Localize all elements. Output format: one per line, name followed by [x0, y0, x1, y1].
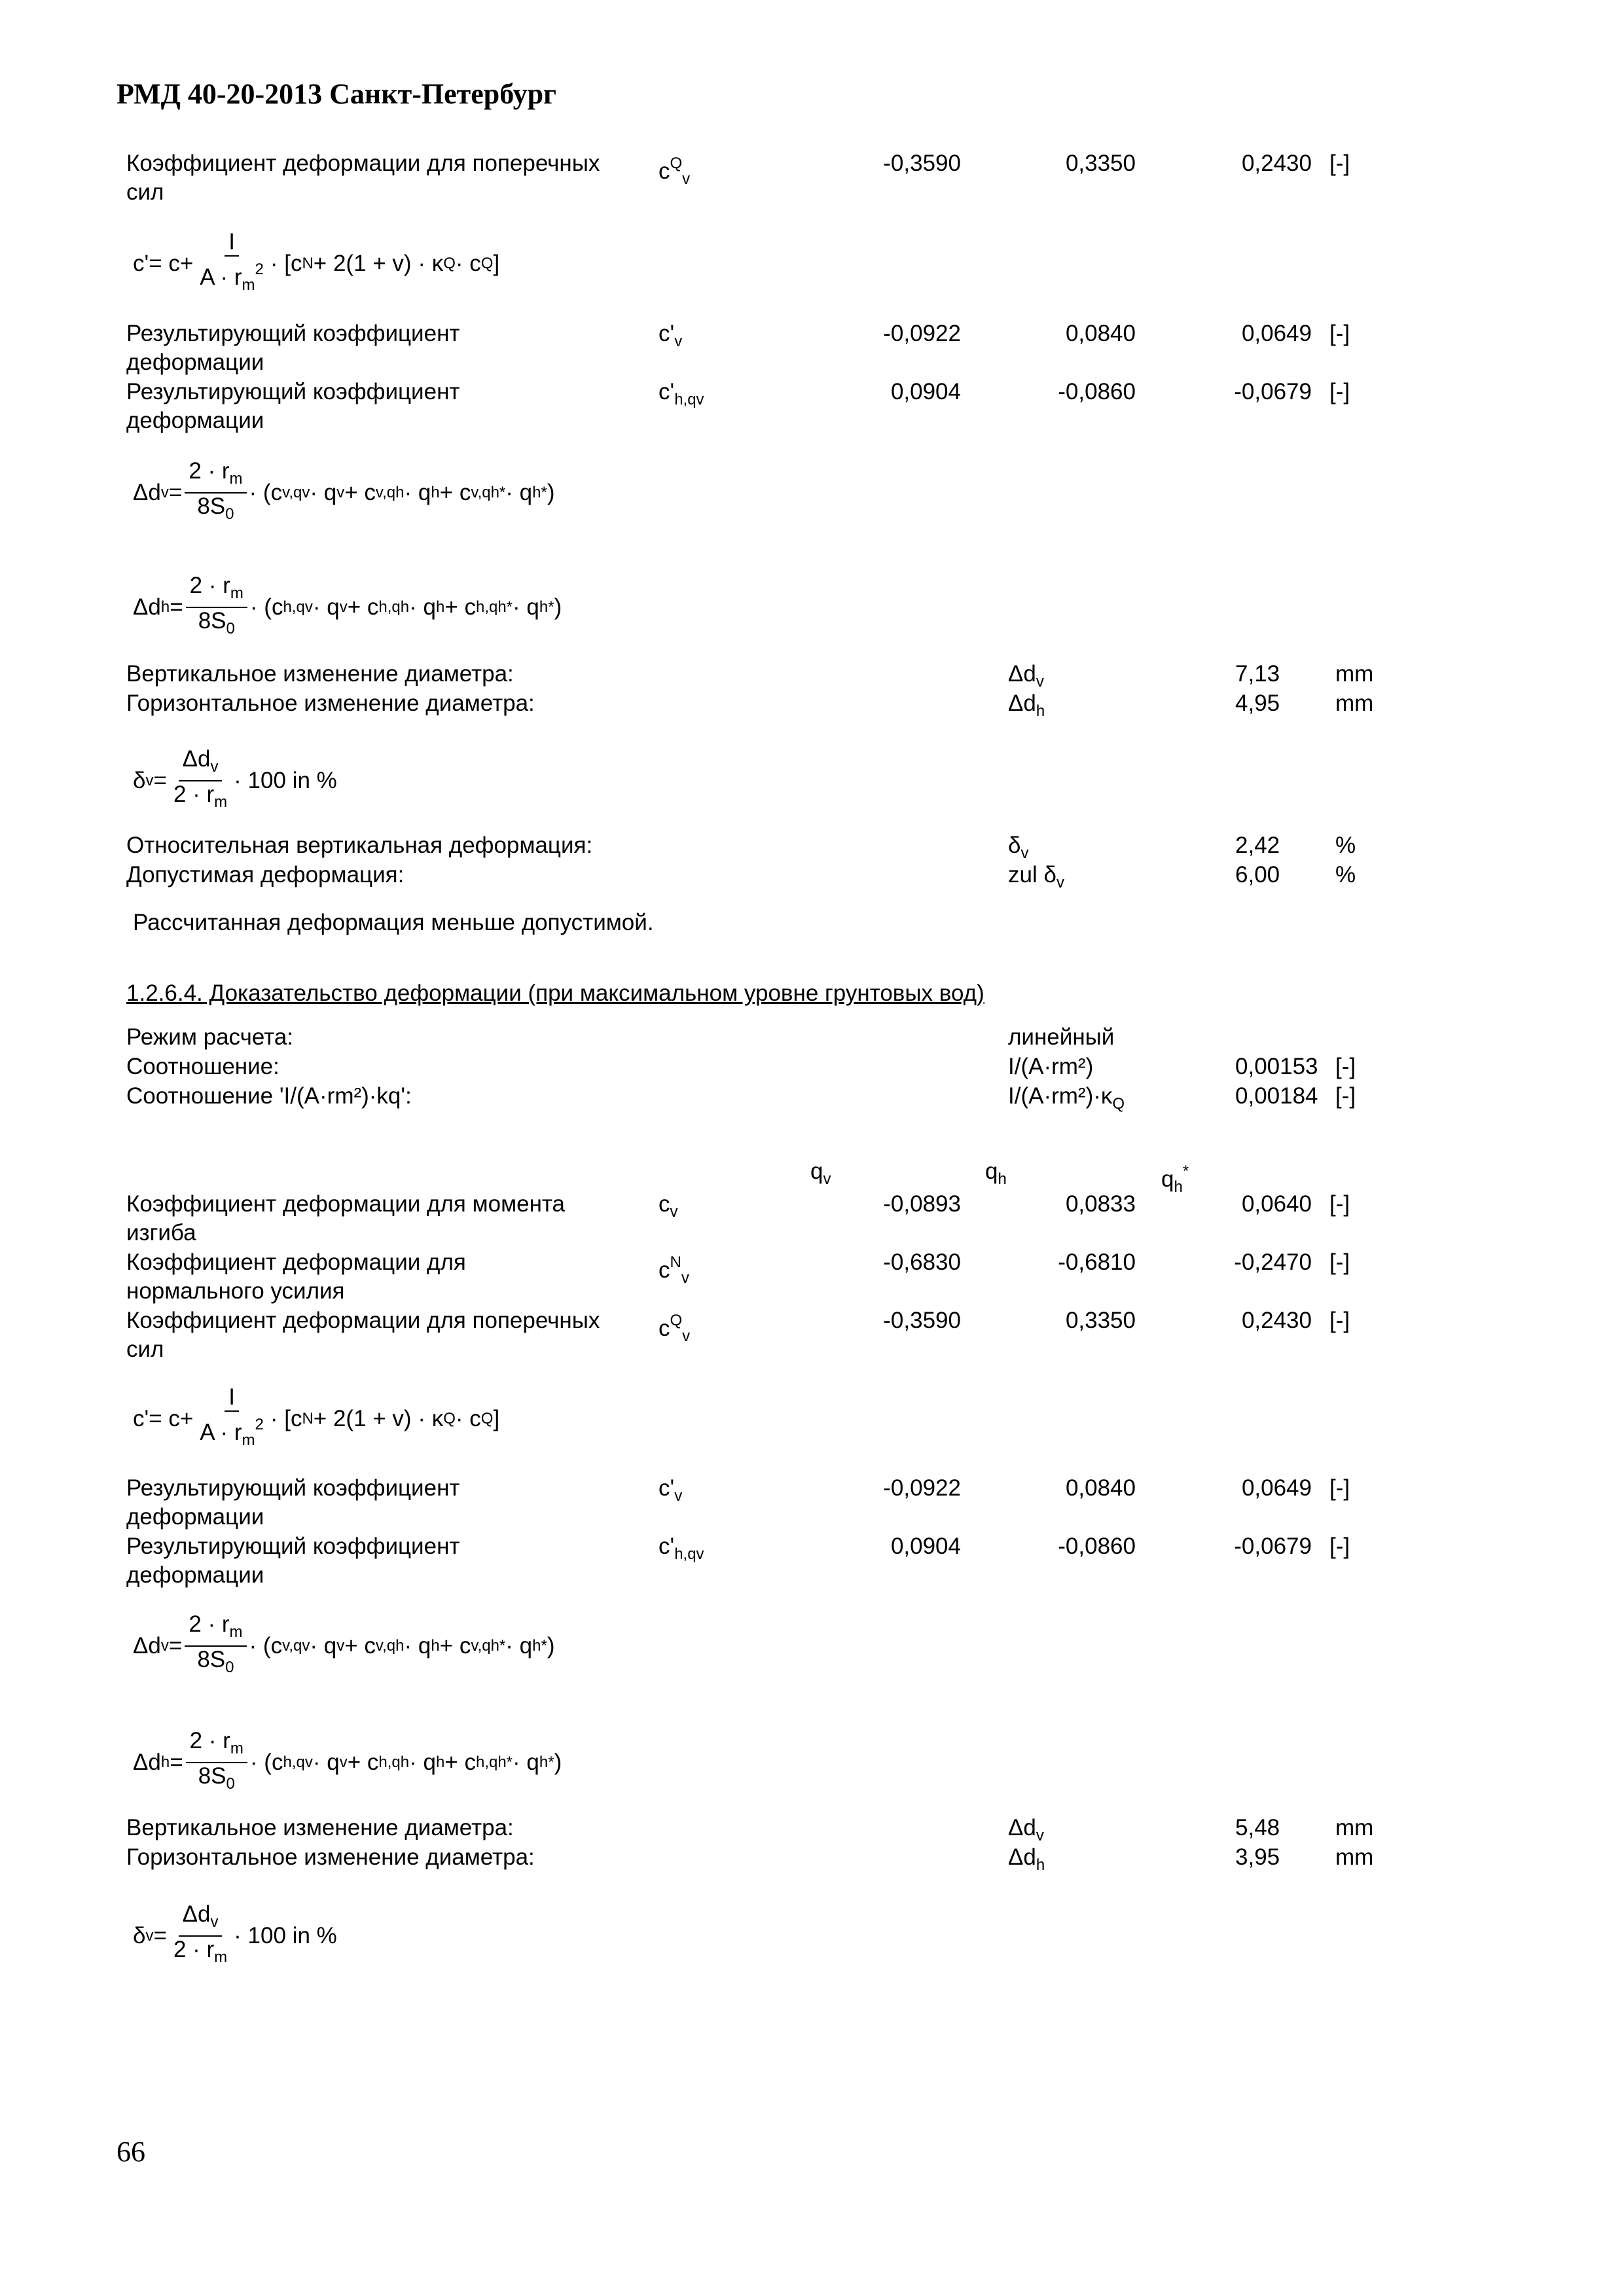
label-result-coef: Результирующий коэффициент: [126, 379, 460, 404]
value-allowable-deformation: 6,00: [1235, 862, 1280, 888]
value-horizontal-change: 3,95: [1235, 1844, 1280, 1870]
value-qh: 0,0840: [1065, 1475, 1136, 1501]
unit: [-]: [1335, 1054, 1356, 1079]
unit: [-]: [1329, 1308, 1350, 1333]
label-result-coef: Результирующий коэффициент: [126, 1475, 460, 1501]
symbol-cv: $c_v$: [659, 1191, 678, 1221]
value-qv: -0,0922: [883, 321, 961, 346]
formula-delta-v: δ v = $\frac{\Delta d_v}{2 \cdot r_m}$ · 100 in %: [133, 1901, 337, 1966]
value-qh-star: 0,2430: [1241, 1308, 1312, 1333]
symbol-delta-dh: $\Delta d_h$: [1008, 691, 1045, 720]
value-qv: -0,3590: [883, 151, 961, 176]
symbol-ratio: I/(A·rm²): [1008, 1054, 1094, 1079]
page-header: РМД 40-20-2013 Санкт-Петербург: [117, 78, 557, 110]
symbol-c-prime-v: $c'_v$: [659, 321, 683, 350]
value-qv: 0,0904: [890, 379, 961, 404]
unit: [-]: [1335, 1083, 1356, 1109]
symbol-cqv: $c^Q_v$: [659, 154, 691, 188]
value-vertical-change: 7,13: [1235, 661, 1280, 687]
value-qv: -0,0893: [883, 1191, 961, 1217]
label-moment-coef-l2: изгиба: [126, 1220, 196, 1246]
label-relative-deformation: Относительная вертикальная деформация:: [126, 833, 593, 858]
value-qh: 0,3350: [1065, 1308, 1136, 1333]
label-shear-coef-l2: сил: [126, 179, 164, 205]
symbol-zul-delta-v: zul $\delta_v$: [1008, 862, 1064, 891]
label-normal-coef-l2: нормального усилия: [126, 1278, 345, 1304]
label-vertical-change: Вертикальное изменение диаметра:: [126, 1815, 514, 1840]
value-qh-star: 0,0640: [1241, 1191, 1312, 1217]
label-result-coef-l2: деформации: [126, 350, 264, 375]
value-qh: 0,0833: [1065, 1191, 1136, 1217]
value-qh-star: -0,0679: [1234, 1534, 1312, 1559]
value-qh: -0,0860: [1058, 379, 1136, 404]
value-qh: -0,6810: [1058, 1249, 1136, 1275]
col-header-qh-star: $q_h^*$: [1161, 1162, 1189, 1196]
unit: mm: [1335, 1815, 1374, 1840]
symbol-c-prime-hqv: $c'_{h,qv}$: [659, 1534, 704, 1563]
label-shear-coef-l2: сил: [126, 1336, 164, 1362]
label-shear-coef: Коэффициент деформации для поперечных: [126, 151, 600, 176]
value-vertical-change: 5,48: [1235, 1815, 1280, 1840]
value-qv: -0,0922: [883, 1475, 961, 1501]
value-qh: 0,0840: [1065, 321, 1136, 346]
label-result-coef: Результирующий коэффициент: [126, 321, 460, 346]
conclusion-text: Рассчитанная деформация меньше допустимой.: [133, 910, 654, 935]
value-qh-star: 0,0649: [1241, 321, 1312, 346]
label-moment-coef: Коэффициент деформации для момента: [126, 1191, 566, 1217]
formula-c-prime: c'= c+ $\frac{I}{A \cdot r_m^2}$ · [c N + 2(1 + v) · κ Q · c Q ]: [133, 229, 500, 294]
label-result-coef-l2: деформации: [126, 1504, 264, 1530]
symbol-ratio-kq: $I/(A\cdot rm^2)\cdot\kappa_Q$: [1008, 1083, 1125, 1113]
formula-c-prime: c'= c+ $\frac{I}{A \cdot r_m^2}$ · [c N + 2(1 + v) · κ Q · c Q ]: [133, 1384, 500, 1449]
label-horizontal-change: Горизонтальное изменение диаметра:: [126, 691, 535, 716]
value-relative-deformation: 2,42: [1235, 833, 1280, 858]
value-qv: -0,6830: [883, 1249, 961, 1275]
symbol-delta-dh: $\Delta d_h$: [1008, 1844, 1045, 1874]
value-qh-star: -0,0679: [1234, 379, 1312, 404]
value-qh: -0,0860: [1058, 1534, 1136, 1559]
col-header-qh: $q_h$: [985, 1158, 1007, 1188]
symbol-c-prime-v: $c'_v$: [659, 1475, 683, 1505]
value-ratio-kq: 0,00184: [1235, 1083, 1318, 1109]
section-heading: 1.2.6.4. Доказательство деформации (при максимальном уровне грунтовых вод): [126, 980, 984, 1006]
unit: [-]: [1329, 1475, 1350, 1501]
value-ratio: 0,00153: [1235, 1054, 1318, 1079]
symbol-c-prime-hqv: $c'_{h,qv}$: [659, 379, 704, 408]
unit: %: [1335, 862, 1356, 888]
label-ratio-kq: Соотношение 'I/(A·rm²)·kq':: [126, 1083, 412, 1109]
value-qh-star: 0,2430: [1241, 151, 1312, 176]
formula-delta-v: δ v = $\frac{\Delta d_v}{2 \cdot r_m}$ · 100 in %: [133, 746, 337, 811]
label-shear-coef: Коэффициент деформации для поперечных: [126, 1308, 600, 1333]
symbol-delta-dv: $\Delta d_v$: [1008, 661, 1044, 691]
formula-delta-dh: Δd h = $\frac{2 \cdot r_m}{8S_0}$ · (c h,qv · q v + c h,qh · q h + c h,qh* · q h * ): [133, 573, 562, 637]
col-header-qv: $q_v$: [810, 1158, 831, 1188]
unit: mm: [1335, 1844, 1374, 1870]
label-ratio: Соотношение:: [126, 1054, 280, 1079]
unit: [-]: [1329, 321, 1350, 346]
label-normal-coef: Коэффициент деформации для: [126, 1249, 466, 1275]
unit: [-]: [1329, 1191, 1350, 1217]
unit: [-]: [1329, 379, 1350, 404]
value-horizontal-change: 4,95: [1235, 691, 1280, 716]
value-qh-star: -0,2470: [1234, 1249, 1312, 1275]
value-qv: 0,0904: [890, 1534, 961, 1559]
unit: mm: [1335, 691, 1374, 716]
formula-delta-dv: Δd v = $\frac{2 \cdot r_m}{8S_0}$ · (c v,qv · q v + c v,qh · q h + c v,qh* · q h * ): [133, 458, 555, 523]
unit: %: [1335, 833, 1356, 858]
formula-delta-dh: Δd h = $\frac{2 \cdot r_m}{8S_0}$ · (c h,qv · q v + c h,qh · q h + c h,qh* · q h * ): [133, 1728, 562, 1793]
symbol-cqv: $c^Q_v$: [659, 1312, 691, 1345]
symbol-cnv: $c^N_v$: [659, 1253, 689, 1287]
unit: [-]: [1329, 151, 1350, 176]
value-qh-star: 0,0649: [1241, 1475, 1312, 1501]
symbol-delta-dv: $\Delta d_v$: [1008, 1815, 1044, 1844]
label-horizontal-change: Горизонтальное изменение диаметра:: [126, 1844, 535, 1870]
symbol-delta-v: $\delta_v$: [1008, 833, 1029, 862]
label-result-coef: Результирующий коэффициент: [126, 1534, 460, 1559]
value-qv: -0,3590: [883, 1308, 961, 1333]
label-vertical-change: Вертикальное изменение диаметра:: [126, 661, 514, 687]
unit: mm: [1335, 661, 1374, 687]
label-calc-mode: Режим расчета:: [126, 1024, 294, 1050]
unit: [-]: [1329, 1249, 1350, 1275]
unit: [-]: [1329, 1534, 1350, 1559]
value-calc-mode: линейный: [1008, 1024, 1115, 1050]
value-qh: 0,3350: [1065, 151, 1136, 176]
label-result-coef-l2: деформации: [126, 408, 264, 433]
page-number: 66: [117, 2136, 145, 2168]
label-result-coef-l2: деформации: [126, 1562, 264, 1588]
formula-delta-dv: Δd v = $\frac{2 \cdot r_m}{8S_0}$ · (c v,qv · q v + c v,qh · q h + c v,qh* · q h * ): [133, 1611, 555, 1676]
label-allowable-deformation: Допустимая деформация:: [126, 862, 405, 888]
